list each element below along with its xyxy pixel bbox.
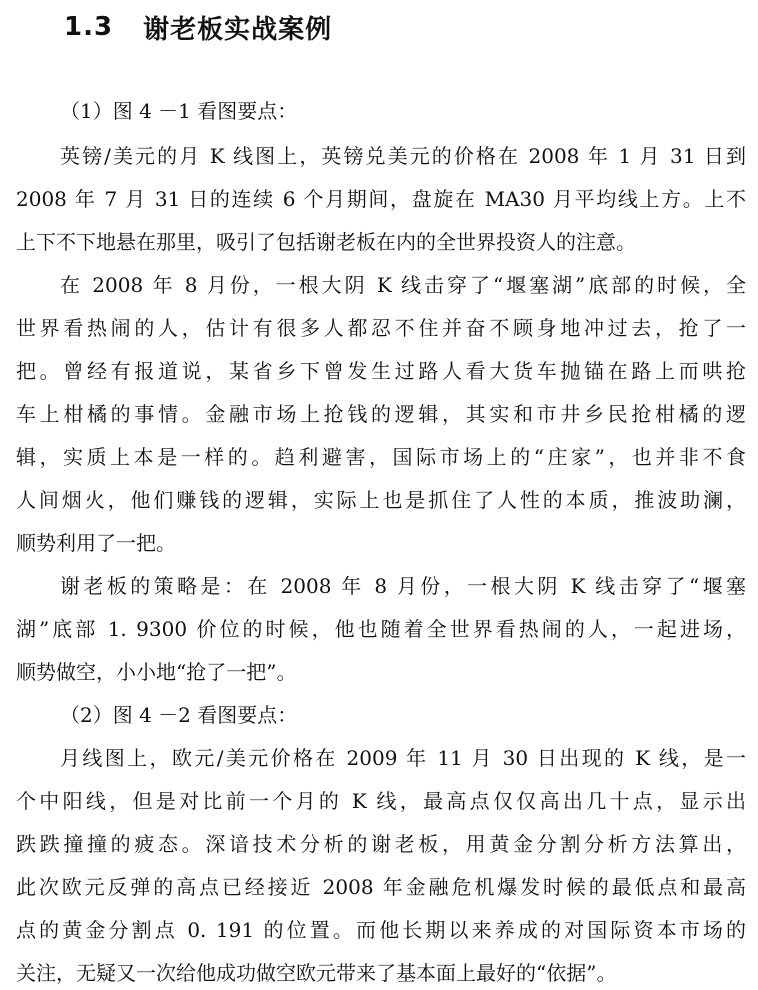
section-number: 1.3 bbox=[64, 12, 114, 42]
paragraph-line: 跌跌撞撞的疲态。深谙技术分析的谢老板，用黄金分割分析方法算出， bbox=[16, 832, 746, 856]
subheading-figure-4-2: （2）图 4 －2 看图要点： bbox=[60, 703, 298, 727]
paragraph-line: 车上柑橘的事情。金融市场上抢钱的逻辑，其实和市井乡民抢柑橘的逻 bbox=[16, 402, 746, 426]
subheading-figure-4-1: （1）图 4 －1 看图要点： bbox=[60, 99, 298, 123]
section-title: 谢老板实战案例 bbox=[143, 14, 333, 45]
paragraph-line: 辑，实质上本是一样的。趋利避害，国际市场上的“庄家”，也并非不食 bbox=[16, 445, 746, 469]
section-heading bbox=[64, 2, 332, 52]
paragraph-line: 世界看热闹的人，估计有很多人都忍不住并奋不顾身地冲过去，抢了一 bbox=[16, 316, 746, 340]
paragraph-line: 个中阳线，但是对比前一个月的 K 线，最高点仅仅高出几十点，显示出 bbox=[16, 789, 746, 813]
paragraph-line: 英镑/美元的月 K 线图上，英镑兑美元的价格在 2008 年 1 月 31 日到 bbox=[60, 144, 746, 168]
paragraph-line: 点的黄金分割点 0. 191 的位置。而他长期以来养成的对国际资本市场的 bbox=[16, 918, 746, 942]
paragraph-line: 此次欧元反弹的高点已经接近 2008 年金融危机爆发时候的最低点和最高 bbox=[16, 875, 746, 899]
paragraph-line: 2008 年 7 月 31 日的连续 6 个月期间，盘旋在 MA30 月平均线上方。上不 bbox=[16, 187, 746, 211]
paragraph-line: 人间烟火，他们赚钱的逻辑，实际上也是抓住了人性的本质，推波助澜， bbox=[16, 488, 746, 512]
paragraph-line: 谢老板的策略是：在 2008 年 8 月份，一根大阴 K 线击穿了“堰塞 bbox=[60, 574, 746, 598]
paragraph-line: 上下不下地悬在那里，吸引了包括谢老板在内的全世界投资人的注意。 bbox=[16, 230, 636, 254]
paragraph-line: 湖”底部 1. 9300 价位的时候，他也随着全世界看热闹的人，一起进场， bbox=[16, 617, 746, 641]
paragraph-line: 关注，无疑又一次给他成功做空欧元带来了基本面上最好的“依据”。 bbox=[16, 961, 617, 985]
paragraph-line: 把。曾经有报道说，某省乡下曾发生过路人看大货车抛锚在路上而哄抢 bbox=[16, 359, 746, 383]
paragraph-line: 在 2008 年 8 月份，一根大阴 K 线击穿了“堰塞湖”底部的时候，全 bbox=[60, 273, 746, 297]
paragraph-line: 月线图上，欧元/美元价格在 2009 年 11 月 30 日出现的 K 线，是一 bbox=[60, 746, 746, 770]
paragraph-line: 顺势做空，小小地“抢了一把”。 bbox=[16, 660, 297, 684]
paragraph-line: 顺势利用了一把。 bbox=[16, 531, 176, 555]
